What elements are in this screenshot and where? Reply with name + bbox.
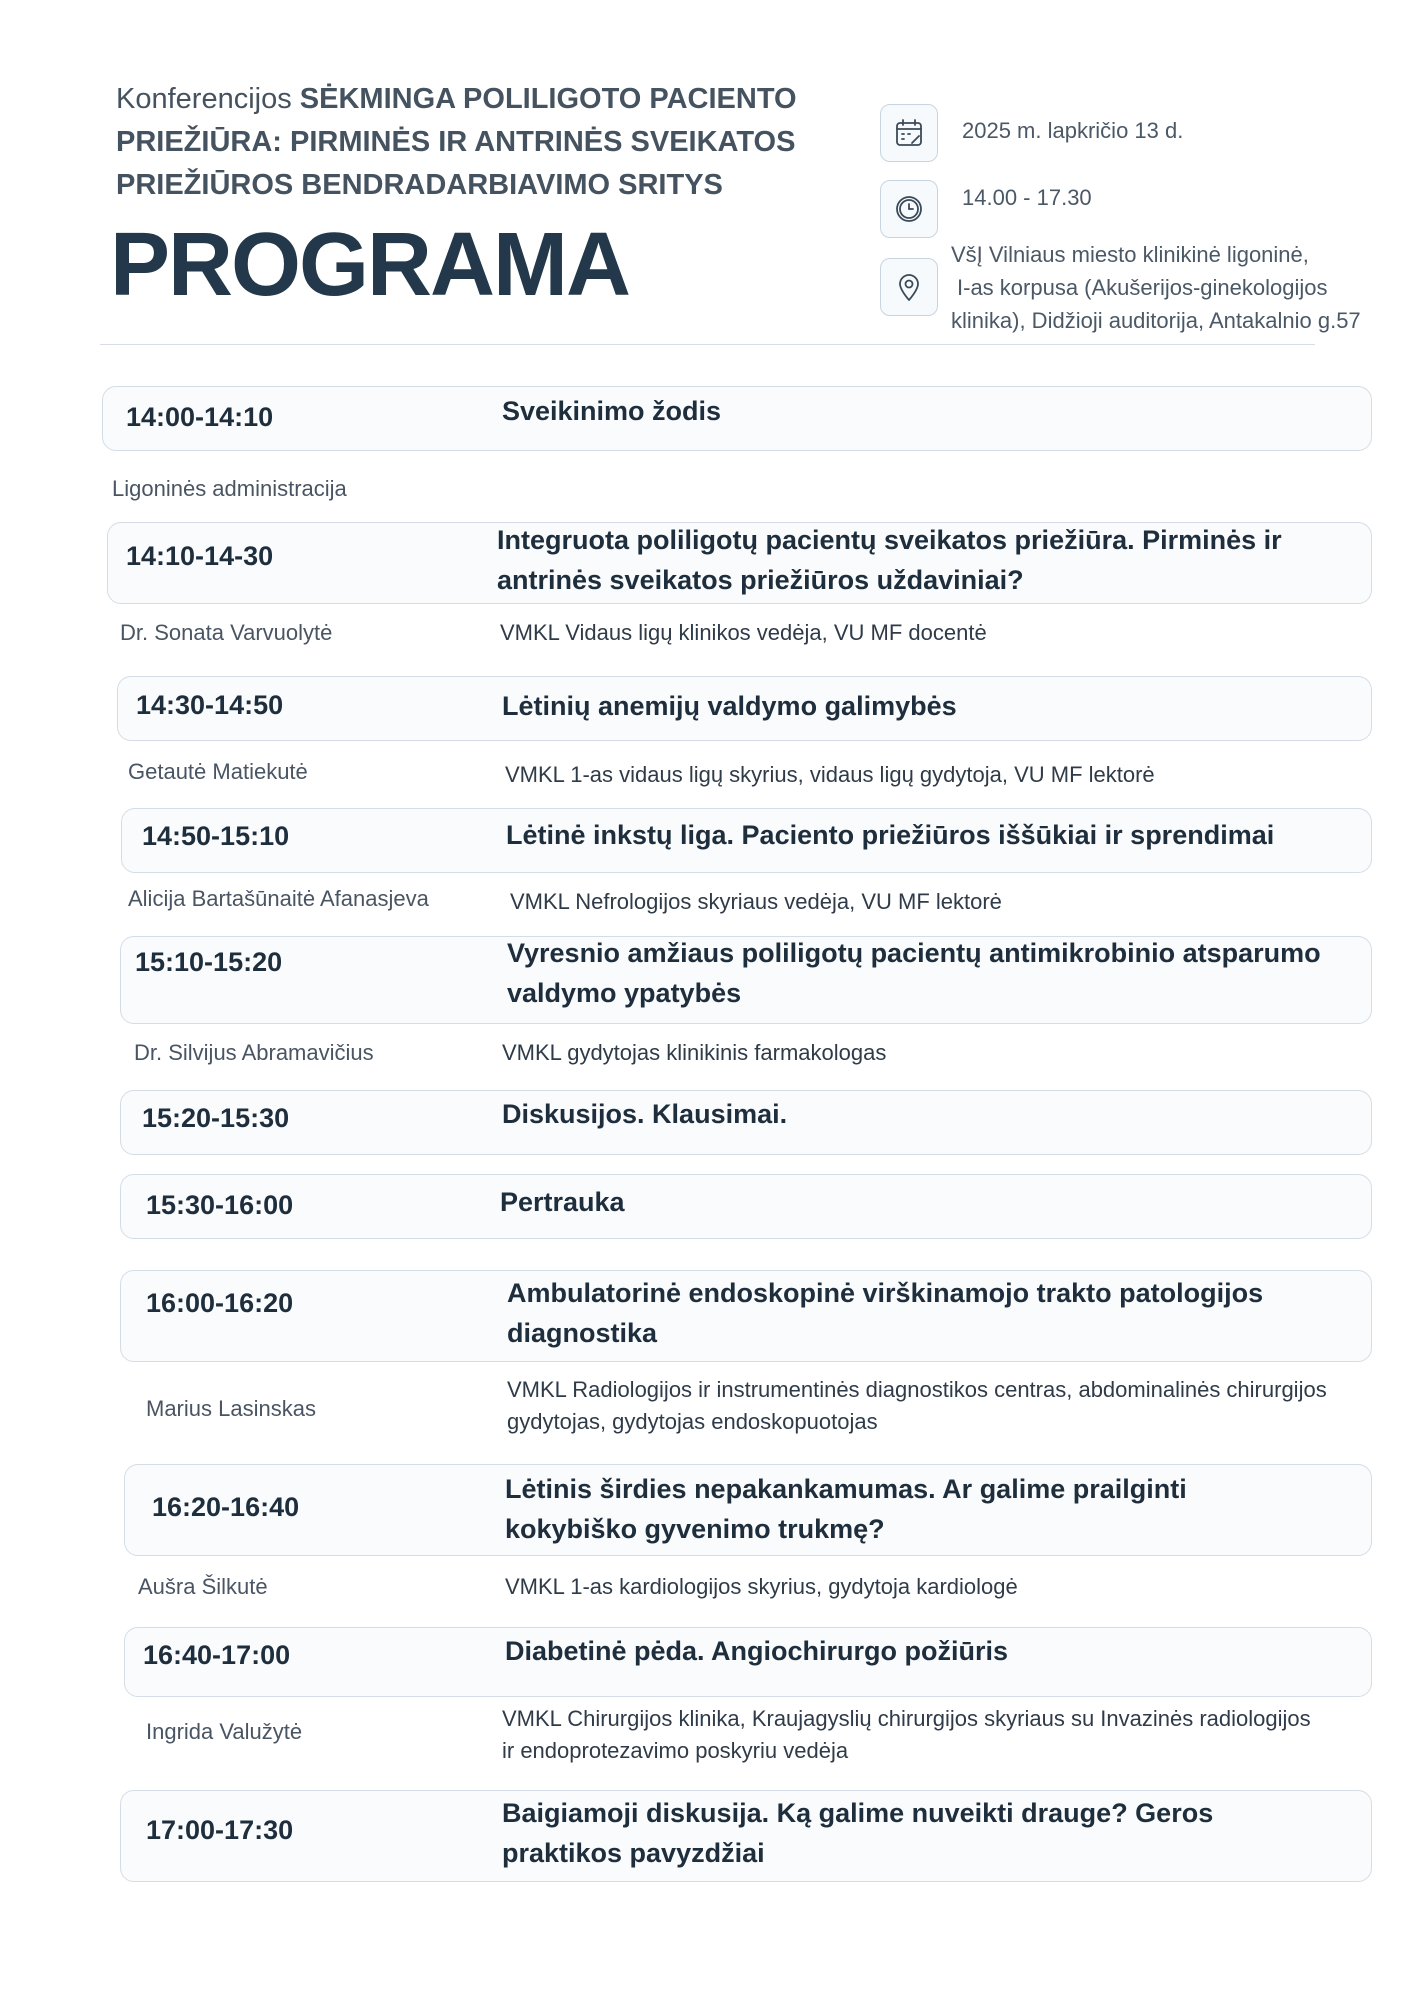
slot-topic: Baigiamoji diskusija. Ką galime nuveikti drauge? Geros praktikos pavyzdžiai [502, 1798, 1214, 1868]
slot-speaker: Ligoninės administracija [112, 476, 347, 501]
slot-speaker: Dr. Silvijus Abramavičius [134, 1040, 374, 1065]
conference-title-line1: SĖKMINGA POLILIGOTO PACIENTO [299, 83, 797, 115]
page-title: PROGRAMA [110, 215, 629, 315]
header-divider [100, 344, 1315, 345]
slot-role: VMKL Vidaus ligų klinikos vedėja, VU MF docentė [500, 620, 987, 645]
slot-time: 15:30-16:00 [146, 1190, 294, 1220]
clock-icon [880, 180, 938, 238]
conference-prefix: Konferencijos [116, 83, 292, 115]
slot-speaker: Getautė Matiekutė [128, 759, 308, 784]
slot-speaker: Aušra Šilkutė [138, 1574, 268, 1599]
slot-topic: Lėtinė inkstų liga. Paciento priežiūros iššūkiai ir sprendimai [506, 820, 1275, 850]
slot-speaker: Dr. Sonata Varvuolytė [120, 620, 333, 645]
calendar-icon [880, 104, 938, 162]
slot-role: VMKL Chirurgijos klinika, Kraujagyslių chirurgijos skyriaus su Invazinės radiologijos ir endoprotezavimo poskyriu vedėja [502, 1706, 1311, 1763]
event-time: 14.00 - 17.30 [962, 185, 1092, 210]
slot-topic: Sveikinimo žodis [502, 396, 722, 426]
slot-speaker: Ingrida Valužytė [146, 1719, 303, 1744]
slot-role: VMKL gydytojas klinikinis farmakologas [502, 1040, 887, 1065]
slot-topic: Integruota poliligotų pacientų sveikatos priežiūra. Pirminės ir antrinės sveikatos priežiūros uždaviniai? [497, 525, 1282, 595]
event-location [951, 238, 1391, 337]
slot-time: 15:10-15:20 [135, 947, 283, 977]
slot-speaker: Alicija Bartašūnaitė Afanasjeva [128, 886, 429, 911]
slot-role: VMKL Radiologijos ir instrumentinės diagnostikos centras, abdominalinės chirurgijos gydytojas, gydytojas endoskopuotojas [507, 1377, 1327, 1434]
slot-role: VMKL 1-as vidaus ligų skyrius, vidaus ligų gydytoja, VU MF lektorė [505, 762, 1155, 787]
slot-time: 14:00-14:10 [126, 402, 274, 432]
slot-time: 16:40-17:00 [143, 1640, 291, 1670]
slot-time: 14:10-14-30 [126, 541, 274, 571]
slot-topic: Ambulatorinė endoskopinė virškinamojo trakto patologijos diagnostika [507, 1278, 1264, 1348]
slot-topic: Pertrauka [500, 1187, 625, 1217]
conference-title [116, 78, 876, 207]
location-line3: klinika), Didžioji auditorija, Antakalnio g.57 [951, 308, 1361, 333]
conference-title-line2: PRIEŽIŪRA: PIRMINĖS IR ANTRINĖS SVEIKATOS [116, 126, 796, 158]
slot-time: 16:00-16:20 [146, 1288, 294, 1318]
slot-time: 15:20-15:30 [142, 1103, 290, 1133]
slot-topic: Diabetinė pėda. Angiochirurgo požiūris [505, 1636, 1009, 1666]
slot-topic: Vyresnio amžiaus poliligotų pacientų antimikrobinio atsparumo valdymo ypatybės [507, 938, 1321, 1008]
slot-time: 14:30-14:50 [136, 690, 284, 720]
slot-time: 16:20-16:40 [152, 1492, 300, 1522]
slot-topic: Lėtinių anemijų valdymo galimybės [502, 691, 957, 721]
slot-topic: Diskusijos. Klausimai. [502, 1099, 788, 1129]
slot-role: VMKL Nefrologijos skyriaus vedėja, VU MF lektorė [510, 889, 1002, 914]
conference-title-line3: PRIEŽIŪROS BENDRADARBIAVIMO SRITYS [116, 169, 723, 201]
slot-role: VMKL 1-as kardiologijos skyrius, gydytoja kardiologė [505, 1574, 1018, 1599]
location-line2: I-as korpusa (Akušerijos-ginekologijos [957, 275, 1328, 300]
slot-speaker: Marius Lasinskas [146, 1396, 316, 1421]
slot-topic: Lėtinis širdies nepakankamumas. Ar galime prailginti kokybiško gyvenimo trukmę? [505, 1474, 1187, 1544]
slot-time: 14:50-15:10 [142, 821, 290, 851]
slot-time: 17:00-17:30 [146, 1815, 294, 1845]
location-line1: VšĮ Vilniaus miesto klinikinė ligoninė, [951, 242, 1309, 267]
location-pin-icon [880, 258, 938, 316]
event-date: 2025 m. lapkričio 13 d. [962, 118, 1184, 143]
